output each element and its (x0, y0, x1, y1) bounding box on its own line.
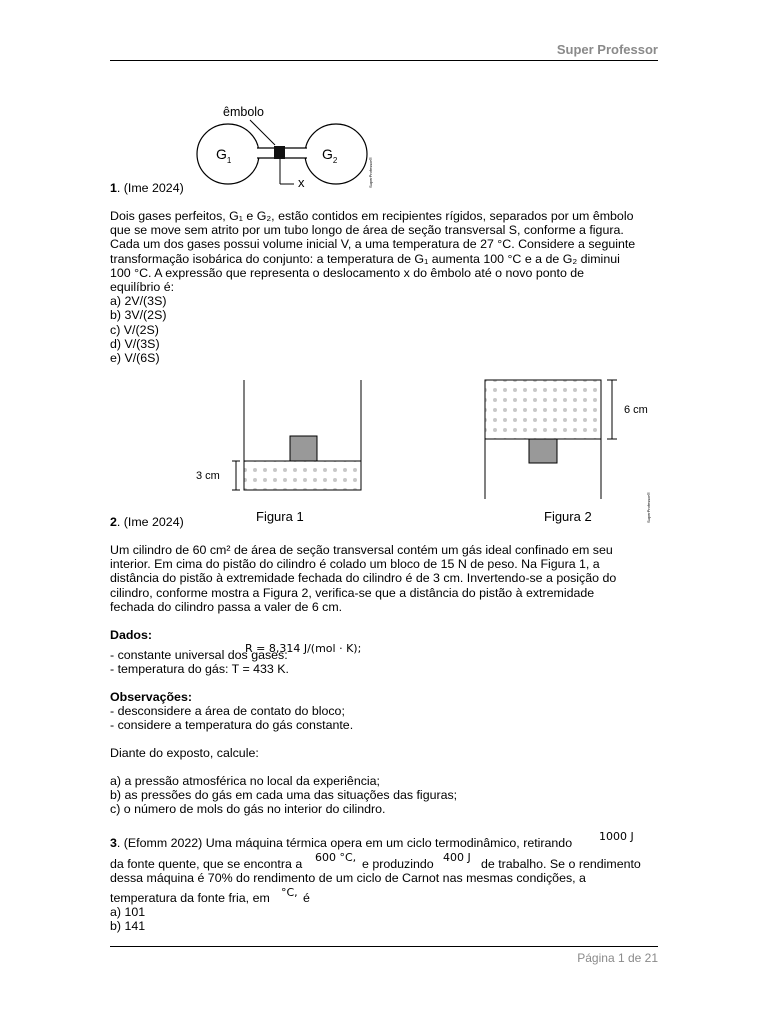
dados-1-math: R = 8,314 J/(mol · K); (245, 642, 362, 655)
header-rule (110, 60, 658, 61)
q1-body: Dois gases perfeitos, G₁ e G₂, estão contidos em recipientes rígidos, separados por um êmbolo que se move sem atrito por um tubo longo de área de seção transversal S, conforme a figura. Cada um dos gases possui volume inicial V, a uma temperatura de 27 °C. Considere a seguinte transformação isobárica do conjunto: a temperatura de G₁ aumenta 100 °C e a de G₂ diminui 100 °C. A expressão que representa o deslocamento x do êmbolo até o novo ponto de equilíbrio é: a) 2V/(3S) b) 3V/(2S) c) V/(2S) d) V/(3S) e) V/(6S) (110, 209, 660, 365)
x-label: x (298, 175, 305, 190)
label-fig1: Figura 1 (256, 509, 304, 524)
q3-line3: dessa máquina é 70% do rendimento de um ciclo de Carnot nas mesmas condições, a (110, 871, 586, 885)
block-fig2 (529, 439, 557, 463)
q2-figure (190, 375, 655, 530)
page-number: Página 1 de 21 (577, 951, 658, 965)
q2-item: b) as pressões do gás em cada uma das situações das figuras; (110, 788, 458, 802)
q2-item: a) a pressão atmosférica no local da experiência; (110, 774, 380, 788)
q3-line2-b: e produzindo (362, 857, 434, 871)
q3-math-600: 600 °C, (315, 851, 357, 864)
dados-title: Dados: (110, 628, 152, 642)
q1-option: d) V/(3S) (110, 336, 160, 351)
q2-heading: 2. (Ime 2024) (110, 515, 184, 529)
dados-1: - constante universal dos gases: (110, 648, 288, 662)
q3-option: b) 141 (110, 919, 146, 933)
g2-label: $G_2$ (322, 146, 338, 165)
watermark: SuperProfessor® (368, 157, 373, 188)
q3-math-400: 400 J (443, 851, 471, 864)
q1-figure (190, 100, 390, 195)
q3-line4-a: temperatura da fonte fria, em (110, 891, 270, 905)
footer-rule (110, 946, 658, 947)
q3-line2-c: de trabalho. Se o rendimento (481, 857, 641, 871)
brand-header: Super Professor (556, 42, 658, 57)
q3-heading: 3. (Efomm 2022) Uma máquina térmica opera em um ciclo termodinâmico, retirando (110, 836, 573, 850)
label-6cm: 6 cm (624, 404, 648, 416)
diante-text: Diante do exposto, calcule: (110, 746, 259, 760)
block-fig1 (290, 436, 317, 461)
q3-math-1000: 1000 J (599, 830, 634, 843)
q1-option: b) 3V/(2S) (110, 308, 167, 323)
label-fig2: Figura 2 (544, 509, 592, 524)
watermark: SuperProfessor® (646, 492, 651, 523)
obs-1: - desconsidere a área de contato do bloco; (110, 704, 345, 718)
q2-item: c) o número de mols do gás no interior do cilindro. (110, 802, 386, 816)
dados-2: - temperatura do gás: T = 433 K. (110, 662, 289, 676)
piston-block (274, 146, 285, 159)
obs-2: - considere a temperatura do gás constante. (110, 718, 354, 732)
q3-option: a) 101 (110, 905, 146, 919)
q1-option: c) V/(2S) (110, 322, 159, 337)
q3-line2-a: da fonte quente, que se encontra a (110, 857, 303, 871)
q2-body: Um cilindro de 60 cm² de área de seção transversal contém um gás ideal confinado em seu interior. Em cima do pistão do cilindro é colado um bloco de 15 N de peso. Na Figura 1, a distância do pistão à extremidade fechada do cilindro é de 3 cm. Invertendo-se a posição do cilindro, conforme mostra a Figura 2, verifica-se que a distância do pistão à extremidade fechada do cilindro passa a valer de 6 cm. (110, 543, 617, 614)
q3-math-c: °C, (281, 886, 298, 899)
q1-heading: 1. (Ime 2024) (110, 181, 184, 195)
embolo-label: êmbolo (223, 105, 264, 119)
q1-option: e) V/(6S) (110, 351, 160, 366)
q1-option: a) 2V/(3S) (110, 294, 167, 309)
q3-line4-b: é (303, 891, 310, 905)
obs-title: Observações: (110, 690, 192, 704)
label-3cm: 3 cm (196, 470, 220, 482)
g1-label: $G_1$ (216, 146, 232, 165)
